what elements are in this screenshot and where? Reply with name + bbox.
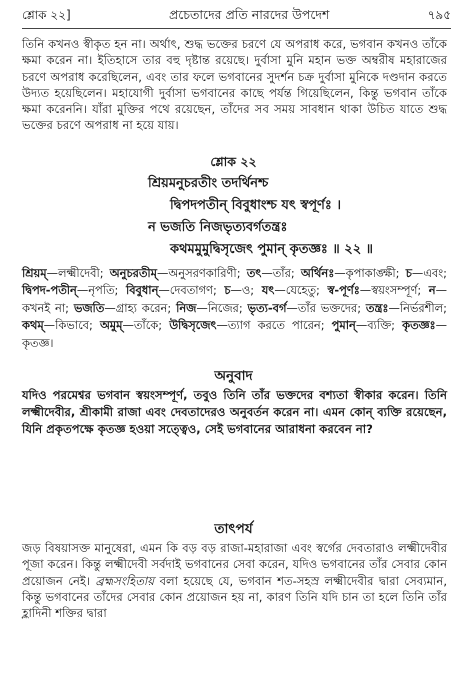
synonym-meaning: —কৃতজ্ঞ bbox=[22, 318, 447, 350]
synonym-entry: চ—ও; bbox=[224, 283, 262, 298]
synonym-meaning: —অনুসরণকারিণী bbox=[157, 266, 237, 280]
synonym-word: ভজতি bbox=[73, 300, 105, 315]
purport-text-part-2: বলা হয়েছে যে, ভগবান শত-সহস্র লক্ষ্মীদেবীর দ্বারা সেব্যমান, কিন্তু ভগবানের তাঁদের সেবার কোন প্রয়োজন হয় না, কারণ তিনি যদি চান তা হলে তিনি তাঁর হ্লাদিনী শক্তির দ্বারা bbox=[22, 573, 448, 621]
synonym-entry: শ্রিয়ম্—লক্ষ্মীদেবী; bbox=[22, 266, 110, 280]
synonym-entry: অনুচরতীম্—অনুসরণকারিণী; bbox=[109, 266, 247, 280]
synonym-word: ন bbox=[428, 283, 436, 298]
verse-reference: শ্লোক ২২] bbox=[22, 8, 71, 22]
synonym-meaning: —কৃপাকাঙ্ক্ষী bbox=[334, 266, 396, 280]
synonym-meaning: —ব্যক্তি bbox=[355, 318, 392, 333]
synonym-word: বিবুধান্ bbox=[125, 283, 159, 298]
chapter-title: প্রচেতাদের প্রতি নারদের উপদেশ bbox=[168, 7, 330, 22]
synonym-word: যৎ bbox=[261, 283, 275, 298]
verse-line-4: কথমমুমুদ্বিসৃজেৎ পুমান্ কৃতজ্ঞঃ ॥ ২২ ॥ bbox=[170, 242, 374, 257]
purport-text bbox=[22, 540, 447, 621]
synonym-entry: ভজতি—গ্রাহ্য করেন; bbox=[73, 300, 177, 315]
synonym-entry: ভৃত্য-বর্গ—তাঁর ভক্তদের; bbox=[247, 300, 366, 315]
synonym-word: কৃতজ্ঞঃ bbox=[402, 318, 436, 333]
synonym-entry: কৃতজ্ঞঃ—কৃতজ্ঞ। bbox=[22, 318, 447, 350]
synonym-meaning: —কখনই না bbox=[22, 283, 447, 315]
synonym-word: উদ্বিসৃজেৎ bbox=[169, 318, 217, 333]
synonym-word: তন্ত্রঃ bbox=[365, 300, 389, 315]
synonyms bbox=[22, 265, 447, 352]
page-number: ৭৯৫ bbox=[427, 8, 451, 22]
synonym-meaning: —তাঁর bbox=[261, 266, 291, 280]
synonym-entry: নিজ—নিজের; bbox=[176, 300, 248, 315]
synonym-word: নিজ bbox=[176, 300, 197, 315]
verse-line-2: দ্বিপদপতীন্ বিবুধাংশ্চ যৎ স্বপূর্ণঃ । bbox=[170, 198, 342, 213]
synonym-meaning: —তাঁর ভক্তদের bbox=[286, 300, 358, 315]
synonym-entry: উদ্বিসৃজেৎ—ত্যাগ করতে পারেন; bbox=[169, 318, 332, 333]
verse-title: শ্লোক ২২ bbox=[210, 154, 257, 169]
translation-text: যদিও পরমেশ্বর ভগবান স্বয়ংসম্পূর্ণ, তবুও তিনি তাঁর ভক্তদের বশ্যতা স্বীকার করেন। তিনি লক্ষ্মীদেবীর, শ্রীকামী রাজা এবং দেবতাদেরও অনুবর্তন করেন না। এমন কোন্ ব্যক্তি রয়েছেন, যিনি প্রকৃতপক্ষে কৃতজ্ঞ হওয়া সত্ত্বেও, সেই ভগবানের আরাধনা করবেন না? bbox=[22, 388, 447, 437]
synonym-meaning: —দেবতাগণ bbox=[158, 283, 213, 298]
synonym-meaning: —নির্ভরশীল bbox=[388, 300, 444, 315]
synonym-meaning: —নিজের bbox=[196, 300, 239, 315]
synonym-entry: ন—কখনই না; bbox=[22, 283, 447, 315]
synonym-meaning: —কিভাবে bbox=[43, 318, 89, 333]
translation-heading: অনুবাদ bbox=[214, 368, 253, 384]
synonym-entry: দ্বিপদ-পতীন্—নৃপতি; bbox=[22, 283, 126, 298]
synonym-entry: যৎ—যেহেতু; bbox=[261, 283, 328, 298]
synonym-entry: অমুম্—তাঁকে; bbox=[99, 318, 170, 333]
purport-italic-title: ব্রহ্মসংহিতায় bbox=[95, 573, 155, 588]
synonym-meaning: —স্বয়ংসম্পূর্ণ bbox=[359, 283, 418, 298]
synonym-meaning: —এবং bbox=[411, 266, 444, 280]
page-header bbox=[22, 6, 451, 29]
synonym-word: অনুচরতীম্ bbox=[109, 266, 158, 280]
synonym-entry: কথম্—কিভাবে; bbox=[22, 318, 100, 333]
synonym-entry: স্ব-পূর্ণঃ—স্বয়ংসম্পূর্ণ; bbox=[327, 283, 429, 298]
synonym-entry: বিবুধান্—দেবতাগণ; bbox=[125, 283, 225, 298]
synonym-word: তৎ bbox=[246, 266, 262, 280]
synonym-word: চ bbox=[405, 266, 412, 280]
synonym-word: চ bbox=[224, 283, 231, 298]
synonym-entry: তৎ—তাঁর; bbox=[246, 266, 301, 280]
synonym-entry: অর্থিনঃ—কৃপাকাঙ্ক্ষী; bbox=[300, 266, 406, 280]
synonym-word: দ্বিপদ-পতীন্ bbox=[22, 283, 77, 298]
synonym-entry: তন্ত্রঃ—নির্ভরশীল; bbox=[365, 300, 447, 315]
synonym-meaning: —যেহেতু bbox=[274, 283, 317, 298]
synonym-word: অর্থিনঃ bbox=[300, 266, 335, 280]
synonym-word: শ্রিয়ম্ bbox=[22, 266, 47, 280]
synonym-meaning: —ত্যাগ করতে পারেন bbox=[216, 318, 321, 333]
purport-heading: তাৎপর্য bbox=[214, 521, 253, 537]
synonym-meaning: —ও bbox=[230, 283, 251, 298]
synonym-word: পুমান্ bbox=[331, 318, 356, 333]
intro-paragraph: তিনি কখনও স্বীকৃত হন না। অর্থাৎ, শুদ্ধ ভক্তের চরণে যে অপরাধ করে, ভগবান কখনও তাঁকে ক্ষমা করেন না। ইতিহাসে তার বহু দৃষ্টান্ত রয়েছে। দুর্বাসা মুনি মহান ভক্ত অম্বরীষ মহারাজের চরণে অপরাধ করেছিলেন, এবং তার ফলে ভগবানের সুদর্শন চক্র দুর্বাসা মুনিকে দণ্ডদান করতে উদ্যত হয়েছিলেন। মহাযোগী দুর্বাসা ভগবানের কাছে পর্যন্ত গিয়েছিলেন, কিন্তু ভগবান তাঁকে ক্ষমা করেননি। যাঁরা মুক্তির পথে রয়েছেন, তাঁদের সব সময় সাবধান থাকা উচিত যাতে শুদ্ধ ভক্তের চরণে অপরাধ না হয়ে যায়। bbox=[22, 37, 447, 133]
synonym-meaning: —তাঁকে bbox=[122, 318, 159, 333]
synonym-word: অমুম্ bbox=[99, 318, 123, 333]
synonym-meaning: —লক্ষ্মীদেবী bbox=[46, 266, 100, 280]
synonym-meaning: —গ্রাহ্য করেন bbox=[104, 300, 168, 315]
verse-line-1: শ্রিয়মনুচরতীং তদর্থিনশ্চ bbox=[148, 176, 269, 191]
synonym-word: কথম্ bbox=[22, 318, 44, 333]
purport-text-part-1: জড় বিষয়াসক্ত মানুষেরা, এমন কি বড় বড় রাজা-মহারাজা এবং স্বর্গের দেবতারাও লক্ষ্মীদেবীর পূজা করেন। কিন্তু লক্ষ্মীদেবী সর্বদাই ভগবানের সেবা করেন, যদিও ভগবানের তাঁর সেবার কোন প্রয়োজন নেই। bbox=[22, 541, 447, 588]
synonym-word: স্ব-পূর্ণঃ bbox=[327, 283, 360, 298]
verse-line-3: ন ভজতি নিজভৃত্যবর্গতন্ত্রঃ bbox=[148, 220, 288, 235]
synonym-word: ভৃত্য-বর্গ bbox=[247, 300, 287, 315]
synonym-entry: পুমান্—ব্যক্তি; bbox=[331, 318, 403, 333]
synonym-meaning: —নৃপতি bbox=[76, 283, 115, 298]
synonym-entry: চ—এবং; bbox=[405, 266, 447, 280]
